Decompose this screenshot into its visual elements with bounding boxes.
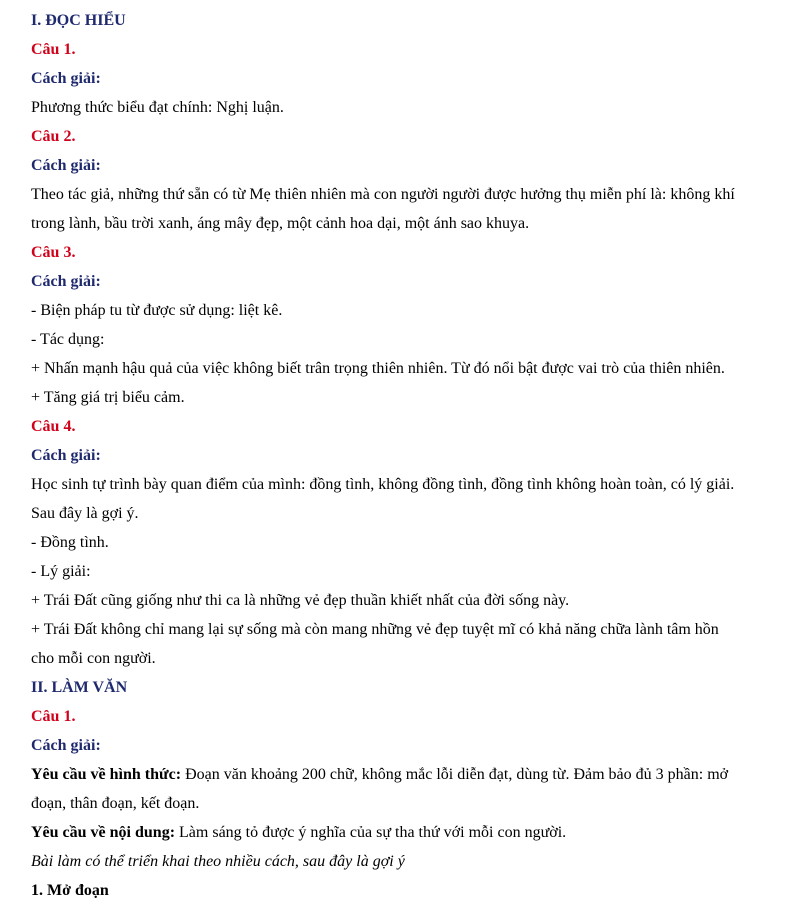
answer-line: + Trái Đất không chỉ mang lại sự sống mà còn mang những vẻ đẹp tuyệt mĩ có khả năng chữa lành tâm hồn (31, 621, 719, 638)
answer-line: + Trái Đất cũng giống như thi ca là những vẻ đẹp thuần khiết nhất của đời sống này. (31, 592, 570, 609)
answer-line: - Biện pháp tu từ được sử dụng: liệt kê. (31, 302, 283, 319)
italic-note: Bài làm có thể triển khai theo nhiều cách, sau đây là gợi ý (31, 853, 405, 870)
subheading-mo-doan: 1. Mở đoạn (31, 882, 109, 899)
question-1-label: Câu 1. (31, 708, 76, 725)
answer-line: trong lành, bầu trời xanh, áng mây đẹp, một cảnh hoa dại, một ánh sao khuya. (31, 215, 530, 232)
question-2-label: Câu 2. (31, 128, 76, 145)
answer-line: + Tăng giá trị biểu cảm. (31, 389, 185, 406)
answer-line: - Tác dụng: (31, 331, 105, 348)
solution-heading: Cách giải: (31, 157, 101, 174)
form-requirement (31, 760, 772, 789)
answer-line: Phương thức biểu đạt chính: Nghị luận. (31, 99, 284, 116)
form-requirement-text: Đoạn văn khoảng 200 chữ, không mắc lỗi diễn đạt, dùng từ. Đảm bảo đủ 3 phần: mở (181, 766, 729, 783)
answer-line: - Lý giải: (31, 563, 91, 580)
answer-line: Sau đây là gợi ý. (31, 505, 139, 522)
section-title-doc-hieu: I. ĐỌC HIỂU (31, 12, 126, 29)
question-3-label: Câu 3. (31, 244, 76, 261)
solution-heading: Cách giải: (31, 273, 101, 290)
solution-heading: Cách giải: (31, 737, 101, 754)
answer-line: cho mỗi con người. (31, 650, 156, 667)
question-1-label: Câu 1. (31, 41, 76, 58)
answer-line: + Nhấn mạnh hậu quả của việc không biết trân trọng thiên nhiên. Từ đó nổi bật được vai trò của thiên nhiên. (31, 360, 725, 377)
answer-line: Học sinh tự trình bày quan điểm của mình: đồng tình, không đồng tình, đồng tình không hoàn toàn, có lý giải. (31, 476, 735, 493)
content-requirement-text: Làm sáng tỏ được ý nghĩa của sự tha thứ với mỗi con người. (175, 824, 567, 841)
form-requirement-continued: đoạn, thân đoạn, kết đoạn. (31, 795, 200, 812)
solution-heading: Cách giải: (31, 70, 101, 87)
content-requirement (31, 818, 772, 847)
section-title-lam-van: II. LÀM VĂN (31, 679, 128, 696)
answer-line: - Đồng tình. (31, 534, 109, 551)
solution-heading: Cách giải: (31, 447, 101, 464)
content-requirement-label: Yêu cầu về nội dung: (31, 824, 176, 841)
answer-line: Theo tác giả, những thứ sẵn có từ Mẹ thiên nhiên mà con người người được hưởng thụ miễn phí là: không khí (31, 186, 735, 203)
form-requirement-label: Yêu cầu về hình thức: (31, 766, 182, 783)
question-4-label: Câu 4. (31, 418, 76, 435)
